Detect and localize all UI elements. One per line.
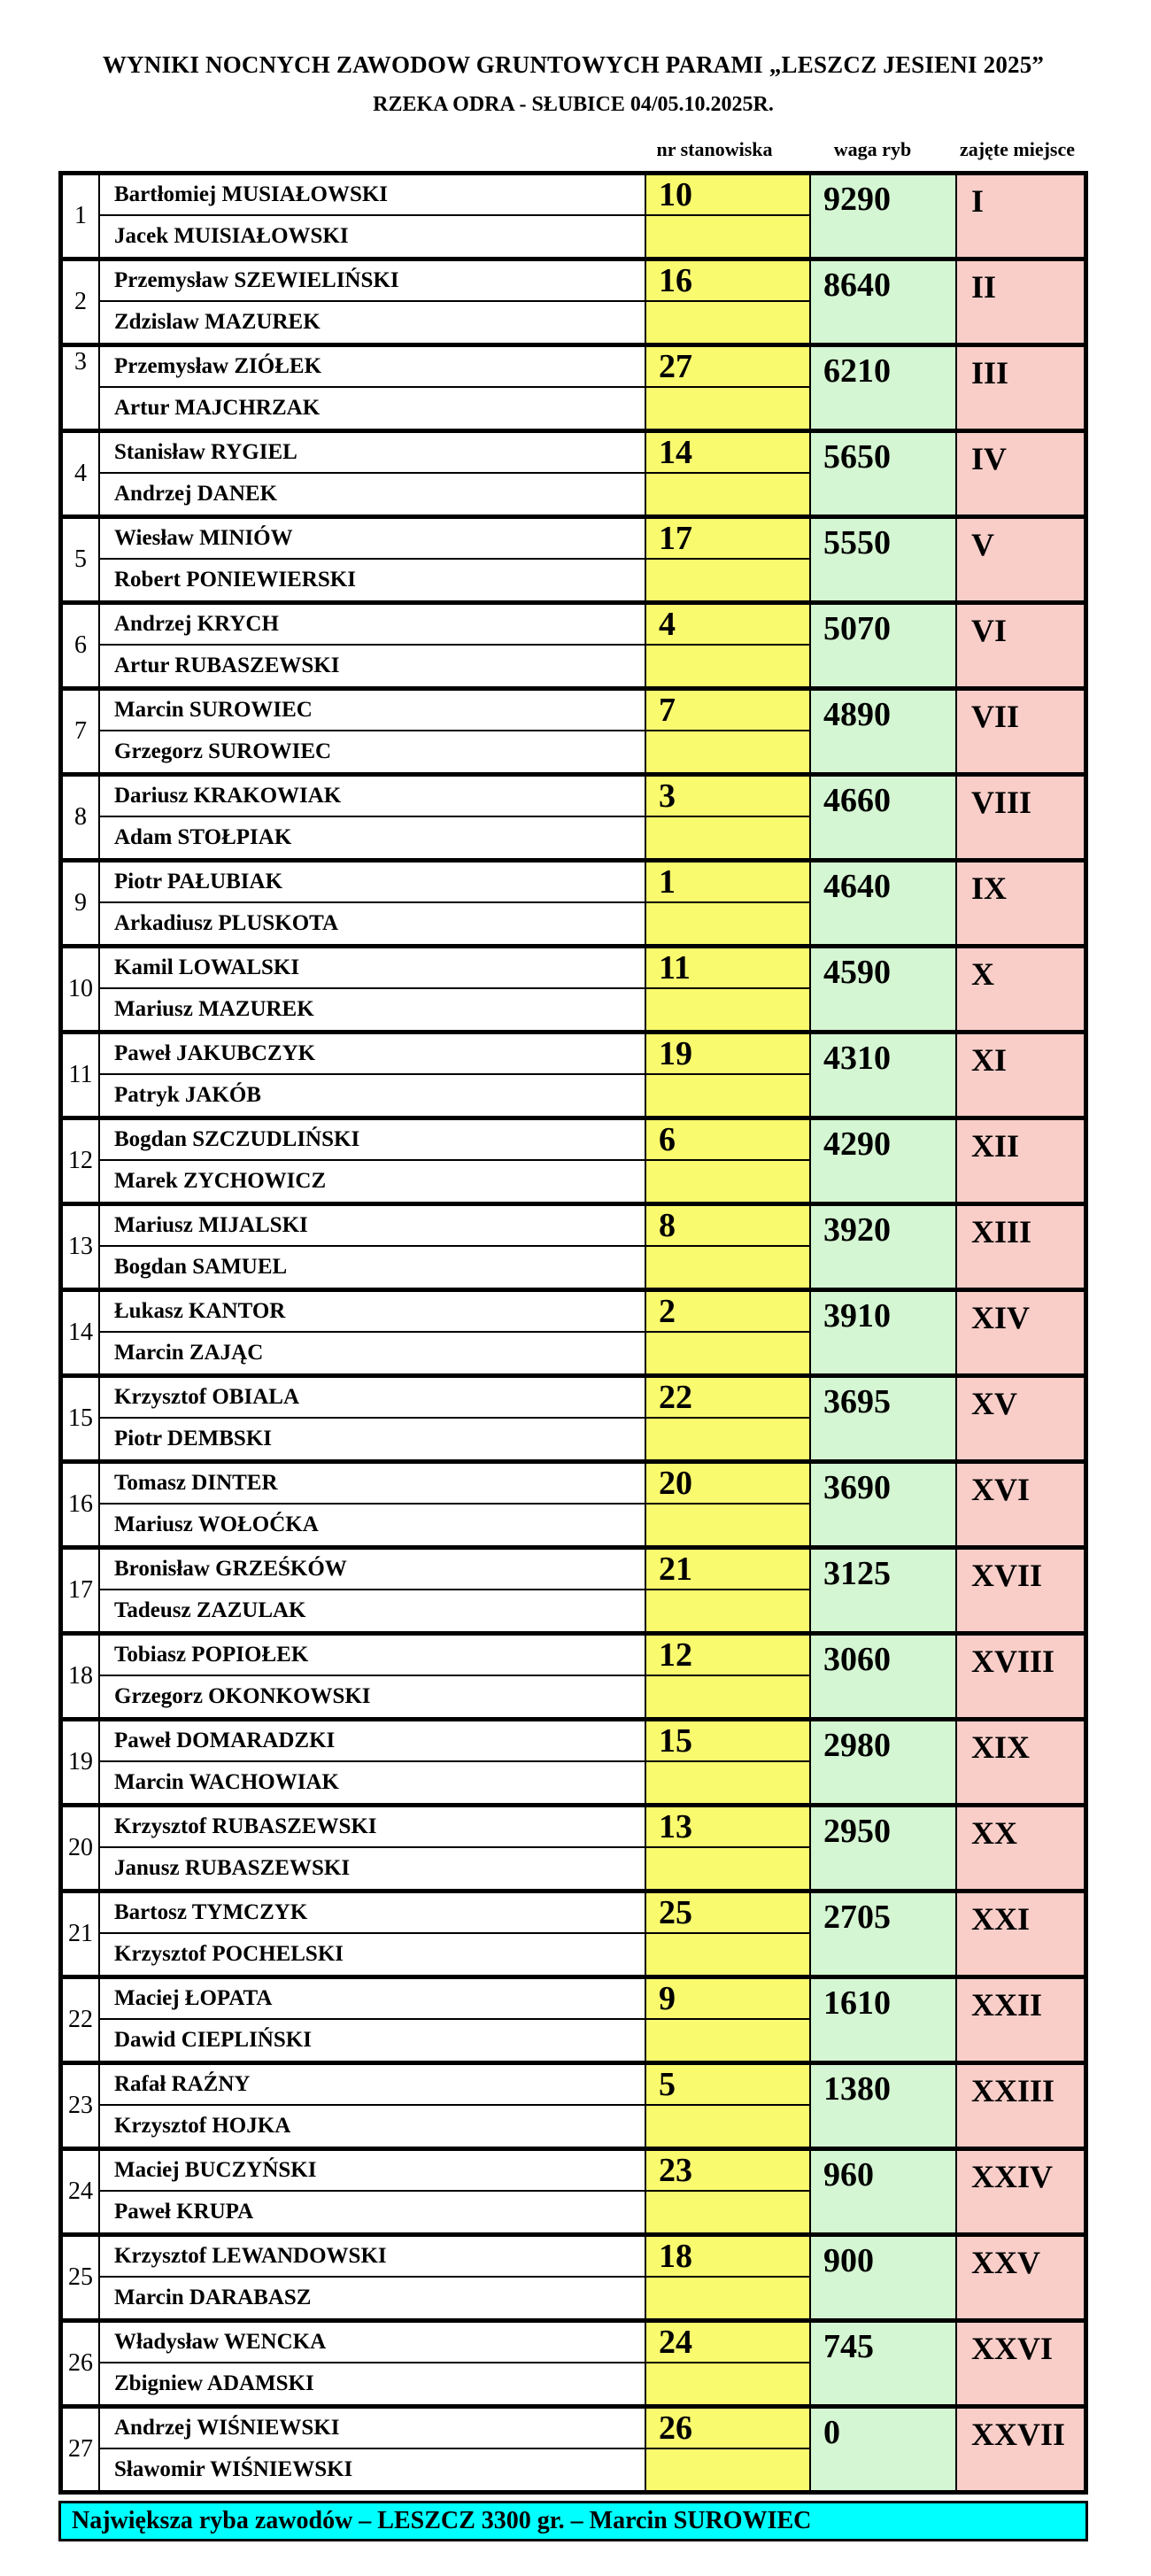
angler-name-2: Marcin DARABASZ [114,2286,312,2309]
fish-weight-cell: 745 [811,2323,957,2404]
station-number: 7 [659,692,676,729]
pair-number: 7 [63,691,100,772]
angler-name-1: Krzysztof OBIALA [114,1385,299,1409]
pair-number: 4 [63,433,100,514]
pair-number: 1 [63,175,100,257]
angler-name-1: Krzysztof LEWANDOWSKI [114,2244,387,2268]
table-row [63,1807,1084,1893]
station-number-cell [646,1979,811,2061]
table-row [63,605,1084,691]
fish-weight-cell: 1380 [811,2065,957,2147]
table-row [63,1292,1084,1378]
table-row [63,863,1084,948]
column-headers [58,138,1088,165]
pair-names-cell [100,605,646,686]
station-number: 14 [659,434,692,471]
pair-number: 9 [63,863,100,944]
table-row [63,347,1084,433]
table-row [63,261,1084,347]
angler-name-1: Przemysław SZEWIELIŃSKI [114,268,399,292]
angler-name-2: Mariusz WOŁOĆKA [114,1512,319,1536]
pair-number: 11 [63,1034,100,1116]
angler-name-1: Paweł JAKUBCZYK [114,1041,316,1065]
station-number: 6 [659,1121,676,1158]
place-cell: VIII [957,777,1084,858]
pair-names-cell [100,2237,646,2318]
angler-name-1: Stanisław RYGIEL [114,440,297,464]
place-cell: VI [957,605,1084,686]
angler-name-2: Krzysztof HOJKA [114,2114,291,2138]
biggest-fish-text: Największa ryba zawodów – LESZCZ 3300 gr. – Marcin SUROWIEC [72,2507,812,2534]
pair-number: 19 [63,1721,100,1803]
angler-name-2: Zbigniew ADAMSKI [114,2371,314,2395]
station-number-cell [646,1550,811,1631]
station-number: 15 [659,1722,692,1760]
angler-name-2: Tadeusz ZAZULAK [114,1598,306,1622]
station-number: 21 [659,1551,692,1588]
pair-number: 26 [63,2323,100,2404]
pair-number: 16 [63,1464,100,1545]
table-row [63,1636,1084,1721]
angler-name-2: Dawid CIEPLIŃSKI [114,2028,312,2052]
table-row [63,1550,1084,1636]
pair-names-cell [100,2151,646,2232]
angler-name-1: Tobiasz POPIOŁEK [114,1643,309,1667]
pair-names-cell [100,261,646,343]
place-cell: XX [957,1807,1084,1889]
station-number: 9 [659,1980,676,2017]
station-number: 1 [659,863,676,901]
place-cell: XXIV [957,2151,1084,2232]
place-cell: XI [957,1034,1084,1116]
station-number-cell [646,1378,811,1459]
pair-names-cell [100,1550,646,1631]
fish-weight-cell: 4310 [811,1034,957,1116]
table-row [63,433,1084,519]
pair-names-cell [100,1120,646,1202]
table-row [63,691,1084,777]
station-number: 16 [659,262,692,299]
table-row [63,2065,1084,2151]
pair-names-cell [100,691,646,772]
fish-weight-cell: 5550 [811,519,957,600]
place-cell: IX [957,863,1084,944]
table-row [63,1120,1084,1206]
station-number: 24 [659,2324,692,2361]
place-cell: XXI [957,1893,1084,1975]
place-cell: XXVII [957,2409,1084,2490]
fish-weight-cell: 3920 [811,1206,957,1288]
angler-name-1: Wiesław MINIÓW [114,526,293,550]
station-number-cell [646,605,811,686]
station-number: 12 [659,1636,692,1674]
fish-weight-cell: 4290 [811,1120,957,1202]
place-cell: XIV [957,1292,1084,1373]
place-cell: V [957,519,1084,600]
station-number: 4 [659,606,676,643]
angler-name-2: Marek ZYCHOWICZ [114,1169,327,1193]
angler-name-1: Bronisław GRZEŚKÓW [114,1557,347,1581]
angler-name-2: Bogdan SAMUEL [114,1255,288,1279]
pair-number: 22 [63,1979,100,2061]
table-row [63,2151,1084,2237]
angler-name-1: Andrzej WIŚNIEWSKI [114,2416,340,2440]
pair-names-cell [100,1893,646,1975]
table-row [63,1034,1084,1120]
angler-name-2: Adam STOŁPIAK [114,825,292,849]
pair-number: 10 [63,948,100,1030]
angler-name-1: Kamil LOWALSKI [114,955,300,979]
fish-weight-cell: 2950 [811,1807,957,1889]
fish-weight-cell: 2980 [811,1721,957,1803]
station-number: 25 [659,1894,692,1931]
page-subtitle: RZEKA ODRA - SŁUBICE 04/05.10.2025R. [373,93,774,116]
pair-names-cell [100,1292,646,1373]
fish-weight-cell: 960 [811,2151,957,2232]
table-row [63,2409,1084,2490]
table-row [63,1378,1084,1464]
angler-name-1: Dariusz KRAKOWIAK [114,784,342,808]
table-row [63,777,1084,863]
pair-names-cell [100,1807,646,1889]
station-number-cell [646,433,811,514]
angler-name-2: Sławomir WIŚNIEWSKI [114,2457,353,2481]
angler-name-2: Andrzej DANEK [114,482,278,506]
angler-name-1: Tomasz DINTER [114,1471,278,1495]
pair-names-cell [100,1979,646,2061]
table-row [63,1979,1084,2065]
table-row [63,2237,1084,2323]
station-number: 23 [659,2152,692,2189]
angler-name-2: Krzysztof POCHELSKI [114,1942,344,1966]
station-number-cell [646,1807,811,1889]
angler-name-2: Grzegorz OKONKOWSKI [114,1684,371,1708]
place-cell: III [957,347,1084,429]
fish-weight-cell: 900 [811,2237,957,2318]
angler-name-2: Marcin WACHOWIAK [114,1770,339,1794]
place-cell: I [957,175,1084,257]
angler-name-1: Maciej BUCZYŃSKI [114,2158,317,2182]
pair-number: 5 [63,519,100,600]
station-number: 11 [659,949,691,986]
pair-number: 15 [63,1378,100,1459]
station-number-cell [646,1120,811,1202]
angler-name-2: Patryk JAKÓB [114,1083,261,1107]
column-header-place: zajęte miejsce [959,138,1076,160]
fish-weight-cell: 1610 [811,1979,957,2061]
station-number-cell [646,1636,811,1717]
fish-weight-cell: 4640 [811,863,957,944]
fish-weight-cell: 5070 [811,605,957,686]
place-cell: VII [957,691,1084,772]
place-cell: XVII [957,1550,1084,1631]
place-cell: XVIII [957,1636,1084,1717]
pair-names-cell [100,1721,646,1803]
angler-name-1: Maciej ŁOPATA [114,1986,273,2010]
angler-name-2: Jacek MUISIAŁOWSKI [114,224,349,248]
station-number: 22 [659,1379,692,1416]
pair-number: 14 [63,1292,100,1373]
station-number-cell [646,2323,811,2404]
fish-weight-cell: 4590 [811,948,957,1030]
fish-weight-cell: 3690 [811,1464,957,1545]
table-row [63,1893,1084,1979]
pair-names-cell [100,1206,646,1288]
table-row [63,1721,1084,1807]
fish-weight-cell: 9290 [811,175,957,257]
fish-weight-cell: 6210 [811,347,957,429]
station-number: 5 [659,2066,676,2103]
pair-number: 6 [63,605,100,686]
pair-number: 17 [63,1550,100,1631]
pair-number: 27 [63,2409,100,2490]
fish-weight-cell: 3695 [811,1378,957,1459]
fish-weight-cell: 4660 [811,777,957,858]
place-cell: XXV [957,2237,1084,2318]
station-number: 26 [659,2410,692,2447]
station-number-cell [646,2065,811,2147]
angler-name-2: Robert PONIEWIERSKI [114,568,356,592]
angler-name-1: Andrzej KRYCH [114,612,279,636]
place-cell: XIX [957,1721,1084,1803]
pair-names-cell [100,1636,646,1717]
station-number: 3 [659,777,676,815]
angler-name-1: Bartosz TYMCZYK [114,1900,308,1924]
table-row [63,2323,1084,2409]
angler-name-2: Arkadiusz PLUSKOTA [114,911,339,935]
pair-number: 18 [63,1636,100,1717]
angler-name-1: Bartłomiej MUSIAŁOWSKI [114,182,389,206]
station-number-cell [646,1464,811,1545]
pair-names-cell [100,1378,646,1459]
angler-name-1: Władysław WENCKA [114,2330,327,2354]
angler-name-1: Łukasz KANTOR [114,1299,286,1323]
station-number-cell [646,1292,811,1373]
place-cell: X [957,948,1084,1030]
pair-names-cell [100,2409,646,2490]
fish-weight-cell: 3125 [811,1550,957,1631]
pair-number: 12 [63,1120,100,1202]
place-cell: XVI [957,1464,1084,1545]
place-cell: XIII [957,1206,1084,1288]
page-title: WYNIKI NOCNYCH ZAWODOW GRUNTOWYCH PARAMI „LESZCZ JESIENI 2025” [102,51,1045,78]
station-number-cell [646,1893,811,1975]
fish-weight-cell: 0 [811,2409,957,2490]
station-number-cell [646,1206,811,1288]
pair-names-cell [100,1464,646,1545]
station-number: 18 [659,2238,692,2275]
pair-names-cell [100,519,646,600]
pair-number: 20 [63,1807,100,1889]
station-number-cell [646,691,811,772]
angler-name-2: Zdzislaw MAZUREK [114,310,321,334]
angler-name-1: Rafał RAŹNY [114,2072,251,2096]
pair-number: 24 [63,2151,100,2232]
biggest-fish-banner [58,2501,1088,2541]
fish-weight-cell: 3910 [811,1292,957,1373]
document-header [58,51,1088,117]
station-number: 20 [659,1465,692,1502]
fish-weight-cell: 3060 [811,1636,957,1717]
pair-names-cell [100,777,646,858]
pair-names-cell [100,863,646,944]
place-cell: IV [957,433,1084,514]
pair-number: 8 [63,777,100,858]
angler-name-1: Marcin SUROWIEC [114,698,313,722]
column-header-weight: waga ryb [833,138,912,160]
place-cell: XII [957,1120,1084,1202]
pair-names-cell [100,433,646,514]
pair-names-cell [100,175,646,257]
pair-names-cell [100,2323,646,2404]
table-row [63,1464,1084,1550]
angler-name-2: Janusz RUBASZEWSKI [114,1856,351,1880]
angler-name-2: Grzegorz SUROWIEC [114,739,332,763]
pair-number: 2 [63,261,100,343]
pair-names-cell [100,1034,646,1116]
place-cell: XXVI [957,2323,1084,2404]
station-number: 10 [659,176,692,213]
station-number: 19 [659,1035,692,1072]
station-number: 8 [659,1207,676,1244]
column-header-station: nr stanowiska [656,138,773,160]
table-row [63,1206,1084,1292]
angler-name-2: Artur MAJCHRZAK [114,396,321,420]
fish-weight-cell: 2705 [811,1893,957,1975]
pair-names-cell [100,948,646,1030]
station-number-cell [646,777,811,858]
table-row [63,519,1084,605]
table-row [63,175,1084,261]
station-number: 27 [659,348,692,385]
pair-number: 23 [63,2065,100,2147]
station-number-cell [646,175,811,257]
table-row [63,948,1084,1034]
angler-name-2: Marcin ZAJĄC [114,1341,264,1365]
angler-name-1: Przemysław ZIÓŁEK [114,354,322,378]
place-cell: XXIII [957,2065,1084,2147]
angler-name-2: Paweł KRUPA [114,2200,254,2224]
station-number-cell [646,519,811,600]
station-number: 17 [659,520,692,557]
angler-name-2: Artur RUBASZEWSKI [114,654,340,677]
angler-name-2: Mariusz MAZUREK [114,997,314,1021]
pair-number: 25 [63,2237,100,2318]
results-table [58,171,1088,2495]
station-number-cell [646,1034,811,1116]
angler-name-1: Piotr PAŁUBIAK [114,870,283,893]
fish-weight-cell: 4890 [811,691,957,772]
place-cell: XXII [957,1979,1084,2061]
place-cell: XV [957,1378,1084,1459]
pair-number: 21 [63,1893,100,1975]
station-number-cell [646,347,811,429]
station-number-cell [646,2237,811,2318]
place-cell: II [957,261,1084,343]
pair-number: 3 [63,347,100,429]
station-number-cell [646,2409,811,2490]
pair-names-cell [100,347,646,429]
station-number-cell [646,948,811,1030]
fish-weight-cell: 5650 [811,433,957,514]
angler-name-1: Krzysztof RUBASZEWSKI [114,1814,377,1838]
pair-number: 13 [63,1206,100,1288]
station-number-cell [646,1721,811,1803]
station-number-cell [646,2151,811,2232]
pair-names-cell [100,2065,646,2147]
station-number-cell [646,261,811,343]
station-number: 13 [659,1808,692,1845]
angler-name-1: Bogdan SZCZUDLIŃSKI [114,1127,360,1151]
station-number: 2 [659,1293,676,1330]
angler-name-2: Piotr DEMBSKI [114,1427,273,1450]
station-number-cell [646,863,811,944]
fish-weight-cell: 8640 [811,261,957,343]
angler-name-1: Mariusz MIJALSKI [114,1213,308,1237]
angler-name-1: Paweł DOMARADZKI [114,1729,336,1752]
